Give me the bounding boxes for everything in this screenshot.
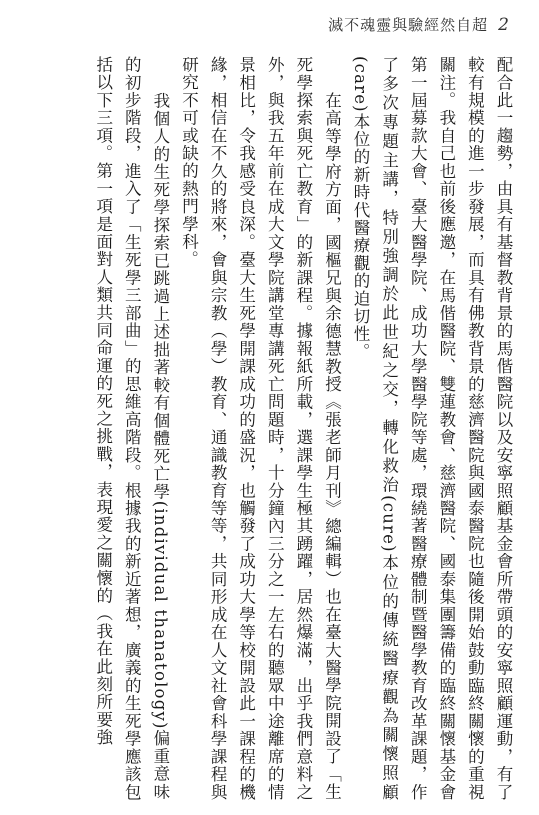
page-number: 2 [498,15,509,35]
running-head: 滅不魂靈與驗經然自超 [328,16,489,34]
paragraph: 配合此一趨勢，由具有基督教背景的馬偕醫院以及安寧照顧基金會所帶頭的安寧照顧運動，有了較有規模的進一步發展，而具有佛教背景的慈濟醫院與國泰醫院也隨後開始鼓動臨終關懷的重視關注。我自己也前後應邀，在馬偕醫院、雙蓮教會、慈濟醫院、國泰集團籌備的臨終關懷基金會第一屆募款大會、臺大醫學院、成功大學醫學院等處，環繞著醫療體制暨醫學教育改革課題，作了多次專題主講，特別強調於此世紀之交，轉化救治(cure)本位的傳統醫療觀為關懷照顧(care)本位的新時代醫療觀的迫切性。 [351,56,513,801]
body-text [17,56,517,801]
paragraph: 我個人的生死學探索已跳過上述拙著較有個體死亡學(individual thanatology)偏重意味的初步階段，進入了「生死學三部曲」的思維高階段。根據我的新近著想，廣義的生死學應該包括以下三項。第一項是面對人類共同命運的死之挑戰，表現愛之關懷的（我在此刻所要強 [93,56,170,801]
page-header [328,14,509,40]
paragraph: 在高等學府方面，國樞兄與余德慧教授《張老師月刊》總編輯）也在臺大醫學院開設了「生死學探索與死亡教育」的新課程。據報紙所載，選課學生極其踴躍，居然爆滿，出乎我們意料之外，與我五年前在成大文學院講堂專講死亡問題時，十分鐘內三分之一左右的聽眾中途離席的情景相比，令我感受良深。臺大生死學開課成功的盛況，也觸發了成功大學等校開設此一課程的機緣，相信在不久的將來，會與宗教（學）教育、通識教育等等，共同形成在人文社會科學課程與研究不可或缺的熱門學科。 [179,56,342,801]
